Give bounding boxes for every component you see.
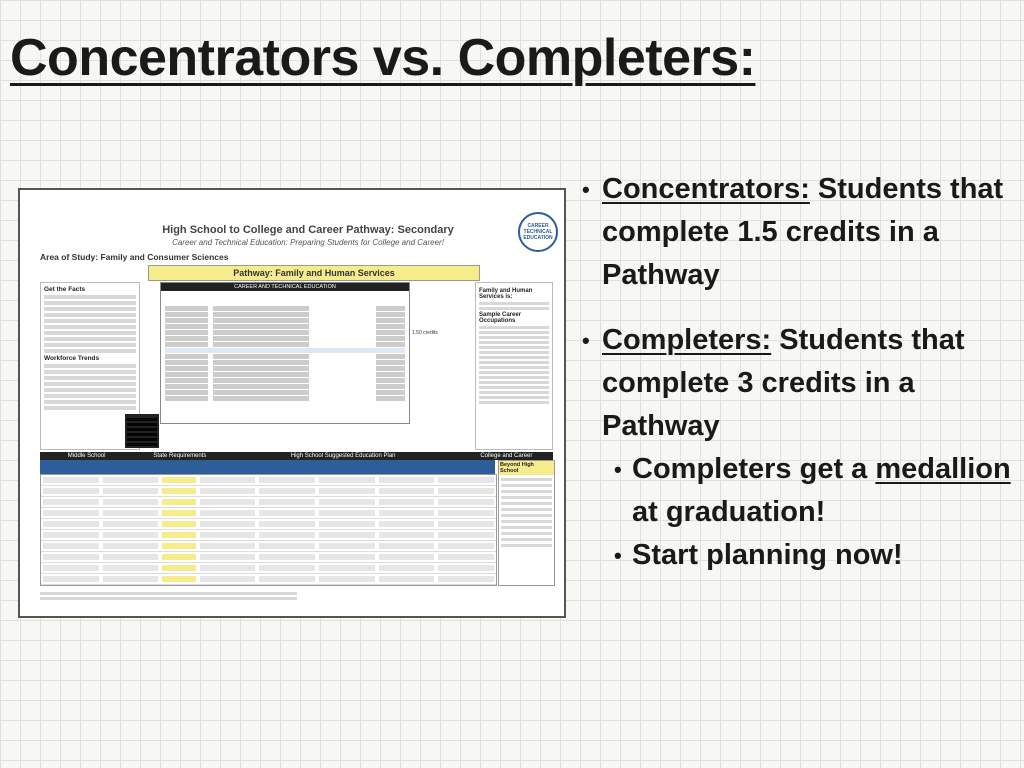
document-header [148,224,468,247]
slide-title: Concentrators vs. Completers: [10,29,756,87]
course-table-header: CAREER AND TECHNICAL EDUCATION [161,283,409,291]
services-column [475,282,553,450]
beyond-heading: Beyond High School [499,461,554,475]
concentrators-term: Concentrators: [602,173,810,205]
pathway-document-image [18,188,566,618]
plan-header-college: College and Career [480,453,533,459]
completers-sub-list [614,448,1022,577]
bullet-dot-icon: • [614,543,622,568]
completers-term: Completers: [602,324,772,356]
completers-definition: Students that complete 3 credits in a Pathway [602,324,965,442]
plan-header-middle: Middle School [67,453,106,459]
bullet-dot-icon: • [614,457,622,482]
services-heading: Family and Human Services is: [479,288,533,300]
plan-header [40,452,553,460]
plan-header-plan: High School Suggested Education Plan [290,453,396,459]
bullet-dot-icon: • [582,328,590,353]
sub-bullet-medallion [614,448,1022,534]
beyond-high-school [498,460,555,586]
area-of-study: Area of Study: Family and Consumer Sciences [40,252,229,262]
plan-grid [40,474,497,586]
bullet-concentrators [582,168,1022,297]
trends-heading: Workforce Trends [44,355,100,362]
occupations-heading: Sample Career Occupations [479,312,522,324]
medallion-term: medallion [875,453,1011,485]
bullet-completers [582,319,1022,448]
concentrators-definition: Students that complete 1.5 credits in a Pathway [602,173,1004,291]
course-table [160,282,410,424]
document-subtitle: Career and Technical Education: Preparing Students for College and Career! [172,238,444,247]
document-title: High School to College and Career Pathway: Secondary [162,224,454,236]
document-footer [40,590,553,604]
plan-subheader [40,460,495,474]
sub-bullet-planning [614,534,1022,577]
bullet-list [582,168,1022,577]
facts-heading: Get the Facts [44,286,86,293]
bullet-dot-icon: • [582,177,590,202]
plan-header-state: State Requirements [153,453,207,459]
pathway-banner: Pathway: Family and Human Services [148,265,480,281]
medallion-post: at graduation! [632,496,826,528]
cte-logo: CAREER TECHNICAL EDUCATION [518,212,558,252]
qr-code [125,414,159,448]
planning-text: Start planning now! [632,539,903,571]
medallion-pre: Completers get a [632,453,868,485]
credits-label: 1.50 credits [412,330,438,336]
